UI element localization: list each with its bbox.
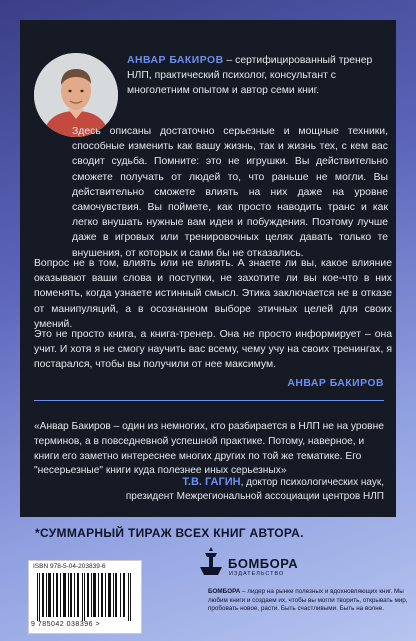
circulation-footnote: *СУММАРНЫЙ ТИРАЖ ВСЕХ КНИГ АВТОРА.	[35, 526, 304, 540]
publisher-desc-text: – лидер на рынке полезных и вдохновляющих книг. Мы любим книги и создаем их, чтобы вы могли творить, открывать мир, пробовать новое, расти. Быть счастливыми. Быть на волне.	[208, 588, 408, 613]
body-paragraph-1: Здесь описаны достаточно серьезные и мощные техники, способные изменить как вашу жизнь, так и жизнь тех, с кем вас сводит судьба. Помните: это не игрушки. Вы действительно сможете получать от людей то, что раньше не могли. Вы действительно сможете влиять на них даже на уровне самочувствия. Вы поймете, как просто наводить транс и как легко внушать нужные вам идеи и побуждения. Поэтому лучше даже в игровых или тренировочных целях давать только те внушения, от которых и сами бы не отказались.	[72, 126, 388, 259]
review-author-title-1: , доктор психологических наук,	[240, 477, 384, 488]
barcode-number: 9 785042 038396 >	[31, 621, 101, 628]
author-intro	[127, 53, 389, 98]
review-author-title-2: президент Межрегиональной ассоциации центров НЛП	[125, 491, 384, 502]
bombora-logo-icon	[196, 545, 226, 577]
back-cover-panel	[20, 20, 396, 517]
publisher-name: БОМБОРА	[228, 556, 299, 571]
body-paragraph-3: Это не просто книга, а книга-тренер. Она не просто информирует – она учит. И хотя я не смогу научить вас всему, чему учу на своих тренингах, я постарался, чтобы вы получили от нее максимум.	[34, 329, 392, 371]
divider	[34, 400, 384, 401]
author-signature: АНВАР БАКИРОВ	[287, 378, 384, 389]
review-quote: «Анвар Бакиров – один из немногих, кто разбирается в НЛП не на уровне терминов, а в повседневной успешной практике. Потому, наверное, и книги его заметно интереснее многих других по той же тематике. Его "несерьезные" книги куда полезнее иных серьезных»	[34, 421, 384, 477]
body-paragraph-2: Вопрос не в том, влиять или не влиять. А знаете ли вы, какое влияние оказывают ваши слова и поступки, не захотите ли вы кое-что в них поменять, когда узнаете истинный смысл. Этика заключается не в отказе от манипуляций, а в осознанном выборе этичных целей для своих умений.	[34, 258, 392, 330]
publisher-desc-name: БОМБОРА	[208, 588, 241, 595]
review-author-name: Т.В. ГАГИН	[182, 476, 241, 488]
author-intro-text: – сертифицированный тренер НЛП, практический психолог, консультант с многолетним опытом и автор семи книг.	[127, 55, 373, 96]
publisher-description	[208, 588, 408, 614]
barcode-icon	[35, 573, 135, 621]
review-author	[126, 475, 384, 504]
isbn-label: ISBN 978-5-04-203839-6	[33, 563, 106, 570]
publisher-subtitle: ИЗДАТЕЛЬСТВО	[229, 571, 285, 577]
author-name: АНВАР БАКИРОВ	[127, 55, 224, 66]
barcode-block	[28, 560, 142, 634]
